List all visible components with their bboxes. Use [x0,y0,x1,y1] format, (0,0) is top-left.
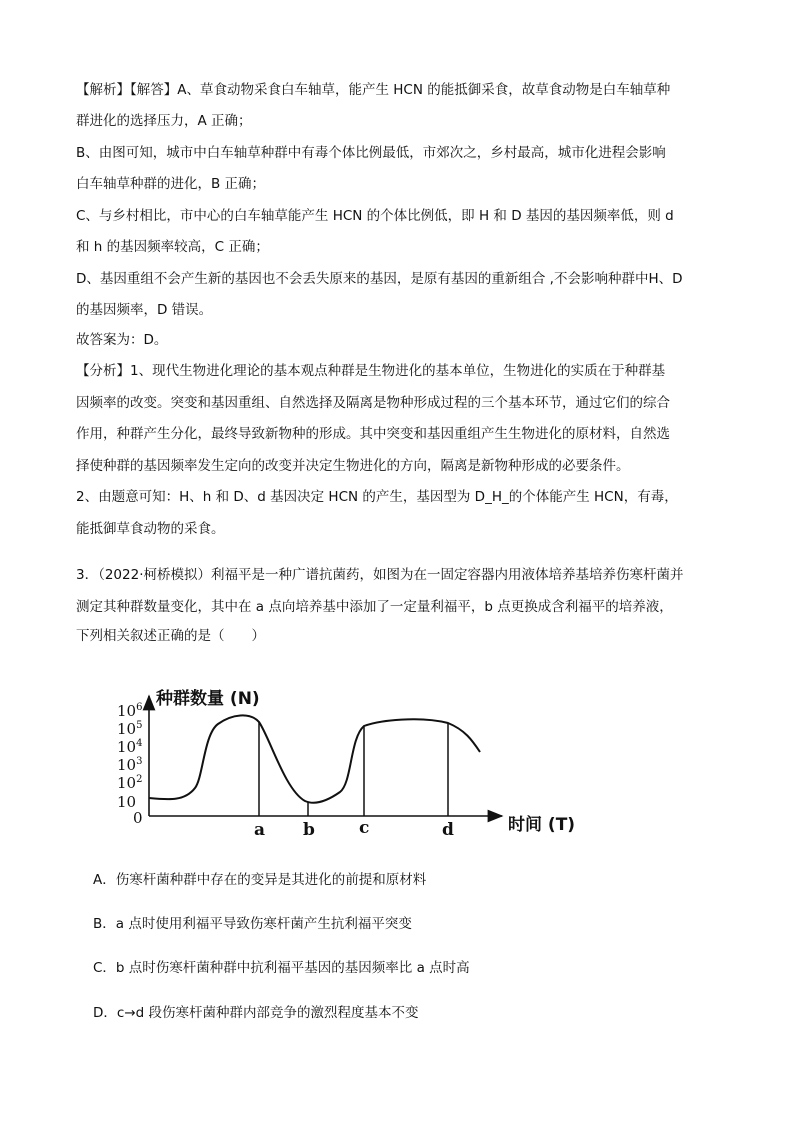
question-stem-line: 测定其种群数量变化，其中在 a 点向培养基中添加了一定量利福平，b 点更换成含利福平的培养液， [76,599,673,615]
answer-line: 故答案为：D。 [76,332,168,348]
x-axis-title: 时间 (T) [508,815,576,835]
question-stem-line: 下列相关叙述正确的是（ ） [76,628,265,644]
population-curve-figure [100,678,600,848]
y-tick-label: $10^3$ [117,756,143,774]
y-tick-label: $10^2$ [117,774,143,792]
y-tick-label: $10^4$ [117,738,143,756]
analysis-line: 因频率的改变。突变和基因重组、自然选择及隔离是物种形成过程的三个基本环节，通过它们的综合 [76,395,670,411]
population-curve [149,715,480,802]
option-b[interactable]: B．a 点时使用利福平导致伤寒杆菌产生抗利福平突变 [93,916,412,932]
question-stem-line: 3．（2022·柯桥模拟）利福平是一种广谱抗菌药，如图为在一固定容器内用液体培养基培养伤寒杆菌并 [76,567,684,583]
y-tick-label: $10^5$ [117,720,143,738]
analysis-line: 择使种群的基因频率发生定向的改变并决定生物进化的方向，隔离是新物种形成的必要条件。 [76,458,630,474]
y-tick-label: $10^6$ [117,702,143,720]
x-tick-label-c: c [359,818,370,838]
x-tick-label-b: b [303,820,315,840]
analysis-line: 和 h 的基因频率较高，C 正确； [76,239,269,255]
analysis-line: 作用，种群产生分化，最终导致新物种的形成。其中突变和基因重组产生生物进化的原材料，自然选 [76,426,670,442]
option-d[interactable]: D．c→d 段伤寒杆菌种群内部竞争的激烈程度基本不变 [93,1005,419,1021]
x-tick-label-d: d [442,820,454,840]
analysis-line: 【分析】1、现代生物进化理论的基本观点种群是生物进化的基本单位，生物进化的实质在于种群基 [76,363,666,379]
option-a[interactable]: A．伤寒杆菌种群中存在的变异是其进化的前提和原材料 [93,872,427,888]
y-axis-title: 种群数量 (N) [156,689,260,709]
analysis-line: D、基因重组不会产生新的基因也不会丢失原来的基因，是原有基因的重新组合 ,不会影响种群中H、D [76,271,683,287]
analysis-line: 的基因频率，D 错误。 [76,302,213,318]
analysis-line: B、由图可知，城市中白车轴草种群中有毒个体比例最低，市郊次之，乡村最高，城市化进程会影响 [76,145,666,161]
analysis-line: 群进化的选择压力，A 正确； [76,113,252,129]
analysis-line: 白车轴草种群的进化，B 正确； [76,176,266,192]
y-origin-label: 0 [133,809,143,827]
x-tick-label-a: a [254,820,266,840]
analysis-line: 能抵御草食动物的采食。 [76,521,225,537]
analysis-line: 2、由题意可知：H、h 和 D、d 基因决定 HCN 的产生，基因型为 D_H_的个体能产生 HCN，有毒， [76,489,678,505]
analysis-line: 【解析】【解答】A、草食动物采食白车轴草，能产生 HCN 的能抵御采食，故草食动物是白车轴草种 [76,82,671,98]
y-tick-label: 10 [117,793,137,811]
option-c[interactable]: C．b 点时伤寒杆菌种群中抗利福平基因的基因频率比 a 点时高 [93,960,470,976]
analysis-line: C、与乡村相比，市中心的白车轴草能产生 HCN 的个体比例低，即 H 和 D 基因的基因频率低，则 d [76,208,674,224]
